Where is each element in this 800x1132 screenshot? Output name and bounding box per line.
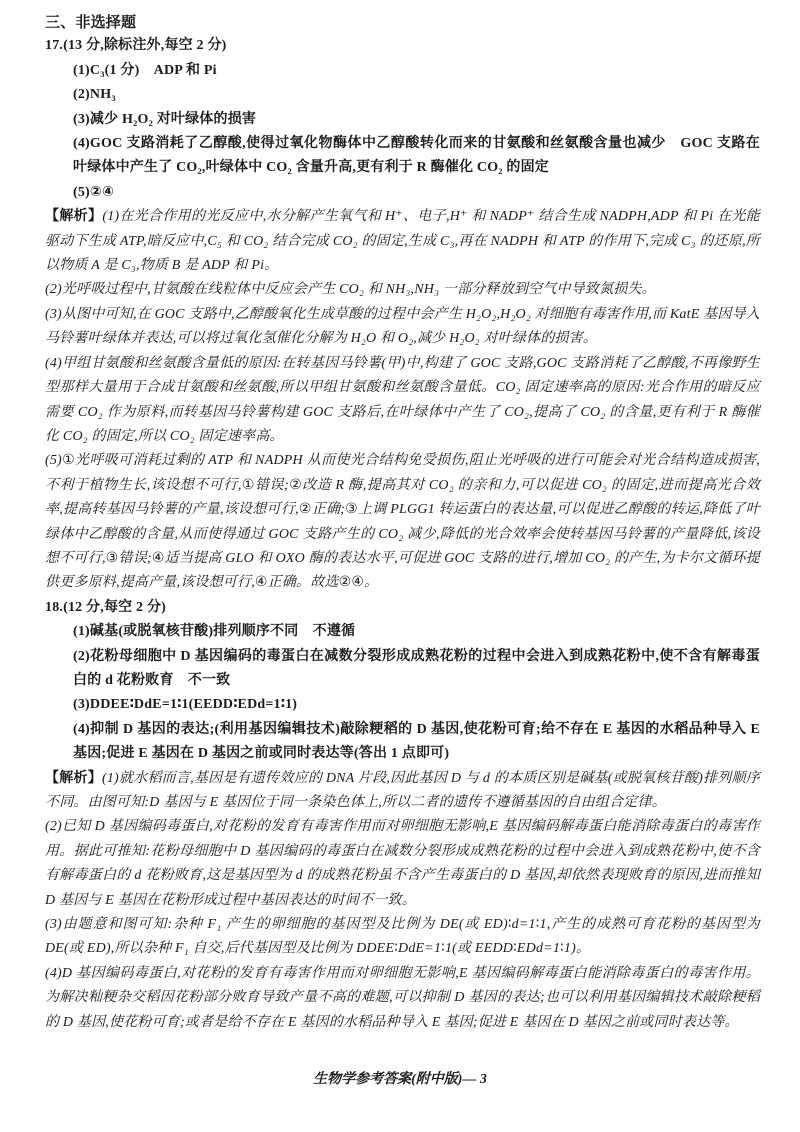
- q17-analysis-text-1: (1)在光合作用的光反应中,水分解产生氧气和 H⁺、电子,H⁺ 和 NADP⁺ 结合生成 NADPH,ADP 和 Pi 在光能驱动下生成 ATP,暗反应中,C₅ 和 CO₂ 结合完成 CO₂ 的固定,生成 C₃,再在 NADPH 和 ATP 的作用下,完成 C₃ 的还原,所以物质 A 是 C₃,物质 B 是 ADP 和 Pi。: [45, 209, 760, 274]
- q18-answer-2: (2)花粉母细胞中 D 基因编码的毒蛋白在减数分裂形成成熟花粉的过程中会进入到成熟花粉中,使不含有解毒蛋白的 d 花粉败育 不一致: [73, 648, 760, 688]
- q18-answer-1: (1)碱基(或脱氧核苷酸)排列顺序不同 不遵循: [73, 624, 356, 640]
- question-18-header: 18.(12 分,每空 2 分): [45, 599, 167, 615]
- q17-analysis-paragraph-4: (4)甲组甘氨酸和丝氨酸含量低的原因:在转基因马铃薯(甲)中,构建了 GOC 支路,GOC 支路消耗了乙醇酸,不再像野生型那样大量用于合成甘氨酸和丝氨酸,所以甲组甘氨酸和丝氨酸含量低。CO₂ 固定速率高的原因:光合作用的暗反应需要 CO₂ 作为原料,而转基因马铃薯构建 GOC 支路后,在叶绿体中产生了 CO₂,提高了 CO₂ 的含量,更有利于 R 酶催化 CO₂ 的固定,所以 CO₂ 固定速率高。: [45, 355, 760, 444]
- question-18-block: [45, 596, 760, 1035]
- q17-answer-4: (4)GOC 支路消耗了乙醇酸,使得过氧化物酶体中乙醇酸转化而来的甘氨酸和丝氨酸含量也减少 GOC 支路在叶绿体中产生了 CO₂,叶绿体中 CO₂ 含量升高,更有利于 R 酶催化 CO₂ 的固定: [73, 136, 760, 176]
- q17-analysis-paragraph-1: [45, 205, 760, 278]
- q17-answer-1: (1)C₃(1 分) ADP 和 Pi: [73, 62, 217, 78]
- question-17-analysis: [45, 205, 760, 596]
- question-17-block: [45, 34, 760, 595]
- question-17-answers: [45, 59, 760, 205]
- q17-answer-3: (3)减少 H₂O₂ 对叶绿体的损害: [73, 111, 257, 127]
- q18-analysis-paragraph-3: (3)由题意和图可知:杂种 F₁ 产生的卵细胞的基因型及比例为 DE(或 ED)∶d=1∶1,产生的成熟可育花粉的基因型为 DE(或 ED),所以杂种 F₁ 自交,后代基因型及比例为 DDEE∶DdE=1∶1(或 EEDD∶EDd=1∶1)。: [45, 917, 760, 957]
- q18-analysis-text-1: (1)就水稻而言,基因是有遗传效应的 DNA 片段,因此基因 D 与 d 的本质区别是碱基(或脱氧核苷酸)排列顺序不同。由图可知:D 基因与 E 基因位于同一条染色体上,所以二者的遗传不遵循基因的自由组合定律。: [45, 770, 760, 810]
- analysis-label: 【解析】: [45, 209, 103, 225]
- q17-analysis-paragraph-3: (3)从图中可知,在 GOC 支路中,乙醇酸氧化生成草酸的过程中会产生 H₂O₂,H₂O₂ 对细胞有毒害作用,而 KatE 基因导入马铃薯叶绿体并表达,可以将过氧化氢催化分解为 H₂O 和 O₂,减少 H₂O₂ 对叶绿体的损害。: [45, 306, 760, 347]
- q17-analysis-paragraph-2: (2)光呼吸过程中,甘氨酸在线粒体中反应会产生 CO₂ 和 NH₃,NH₃ 一部分释放到空气中导致氮损失。: [45, 282, 656, 298]
- q18-analysis-paragraph-4: (4)D 基因编码毒蛋白,对花粉的发育有毒害作用而对卵细胞无影响,E 基因编码解毒蛋白能消除毒蛋白的毒害作用。为解决籼粳杂交稻因花粉部分败育导致产量不高的难题,可以抑制 D 基因的表达;也可以利用基因编辑技术敲除粳稻的 D 基因,使花粉可育;或者是给不存在 E 基因的水稻品种导入 E 基因;促进 E 基因在 D 基因之前或同时表达等。: [45, 965, 760, 1030]
- q18-analysis-paragraph-1: [45, 767, 760, 816]
- question-18-analysis: [45, 767, 760, 1035]
- q17-answer-5: (5)②④: [73, 184, 115, 200]
- analysis-label: 【解析】: [45, 770, 102, 786]
- q17-analysis-paragraph-5: (5)①光呼吸可消耗过剩的 ATP 和 NADPH 从而使光合结构免受损伤,阻止光呼吸的进行可能会对光合结构造成损害,不利于植物生长,该设想不可行,①错误;②改造 R 酶,提高其对 CO₂ 的亲和力,可以促进 CO₂ 的固定,进而提高光合效率,提高转基因马铃薯的产量,该设想可行,②正确;③上调 PLGG1 转运蛋白的表达量,可以促进乙醇酸的转运,降低了叶绿体中乙醇酸的含量,从而使得通过 GOC 支路产生的 CO₂ 减少,降低的光合效率会使转基因马铃薯的产量降低,该设想不可行,③错误;④适当提高 GLO 和 OXO 酶的表达水平,可促进 GOC 支路的进行,增加 CO₂ 的产生,为卡尔文循环提供更多原料,提高产量,该设想可行,④正确。故选②④。: [45, 453, 760, 591]
- q18-answer-3: (3)DDEE∶DdE=1∶1(EEDD∶EDd=1∶1): [73, 697, 298, 713]
- q17-answer-2: (2)NH₃: [73, 87, 116, 103]
- question-17-header: 17.(13 分,除标注外,每空 2 分): [45, 38, 227, 54]
- q18-answer-4: (4)抑制 D 基因的表达;(利用基因编辑技术)敲除粳稻的 D 基因,使花粉可育;给不存在 E 基因的水稻品种导入 E 基因;促进 E 基因在 D 基因之前或同时表达等(答出 1 点即可): [73, 721, 760, 762]
- q18-analysis-paragraph-2: (2)已知 D 基因编码毒蛋白,对花粉的发育有毒害作用而对卵细胞无影响,E 基因编码解毒蛋白能消除毒蛋白的毒害作用。据此可推知:花粉母细胞中 D 基因编码的毒蛋白在减数分裂形成成熟花粉的过程中会进入到成熟花粉中,使不含有解毒蛋白的 d 花粉败育,这是基因型为 d 的成熟花粉虽不含产生毒蛋白的 D 基因,却依然表现败育的原因,进而推知 D 基因与 E 基因在花粉形成过程中基因表达的时间不一致。: [45, 819, 760, 908]
- question-18-answers: [45, 620, 760, 766]
- section-header: 三、非选择题: [45, 13, 137, 31]
- page-footer: 生物学参考答案(附中版)— 3: [313, 1072, 487, 1087]
